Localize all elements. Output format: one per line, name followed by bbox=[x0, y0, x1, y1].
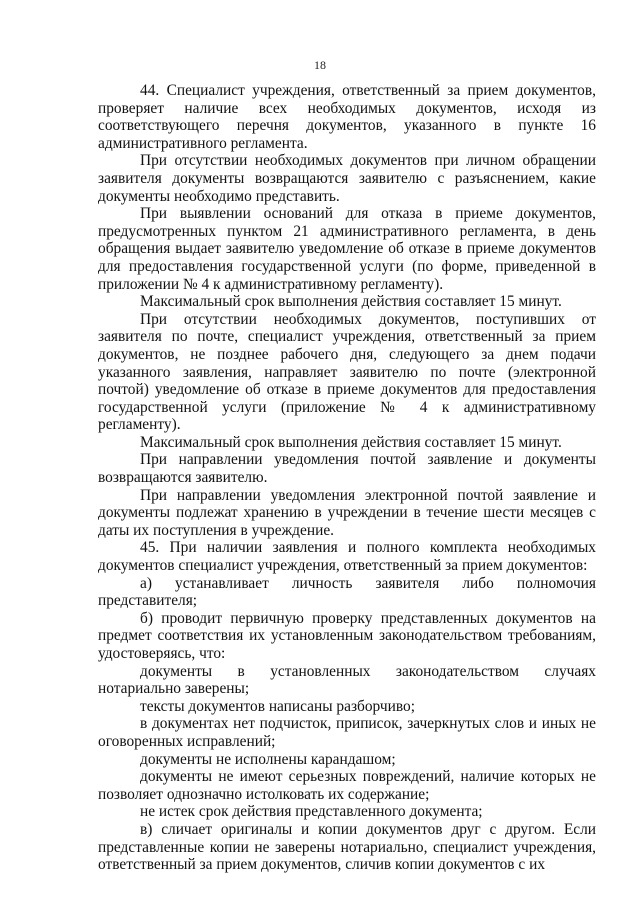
paragraph-max-time-2: Максимальный срок выполнения действия составляет 15 минут. bbox=[140, 433, 562, 451]
document-body bbox=[98, 82, 596, 874]
paragraph-missing-docs-personal: При отсутствии необходимых документов при личном обращении заявителя документы возвращаются заявителю с разъяснением, какие документы необходимо представить. bbox=[98, 152, 596, 205]
paragraph-no-pencil: документы не исполнены карандашом; bbox=[140, 750, 396, 768]
paragraph-email-storage: При направлении уведомления электронной почтой заявление и документы подлежат хранению в учреждении в течение шести месяцев с даты их поступления в учреждение. bbox=[98, 486, 596, 539]
paragraph-notarized: документы в установленных законодательством случаях нотариально заверены; bbox=[98, 662, 596, 698]
paragraph-missing-docs-mail: При отсутствии необходимых документов, поступивших от заявителя по почте, специалист учреждения, ответственный за прием документов, не позднее рабочего дня, следующего за днем подачи указанного заявления, направляет заявителю по почте (электронной почтой) уведомление об отказе в приеме документов для предоставления государственной услуги (приложение № 4 к административному регламенту). bbox=[98, 310, 596, 434]
paragraph-44-intro: 44. Специалист учреждения, ответственный за прием документов, проверяет наличие всех необходимых документов, исходя из соответствующего перечня документов, указанного в пункте 16 административного регламента. bbox=[98, 82, 596, 152]
paragraph-refusal-grounds: При выявлении оснований для отказа в приеме документов, предусмотренных пунктом 21 административного регламента, в день обращения выдает заявителю уведомление об отказе в приеме документов для предоставления государственной услуги (по форме, приведенной в приложении № 4 к административному регламенту). bbox=[98, 205, 596, 293]
paragraph-no-erasures: в документах нет подчисток, приписок, зачеркнутых слов и иных не оговоренных исправлений; bbox=[98, 715, 596, 750]
paragraph-not-expired: не истек срок действия представленного документа; bbox=[140, 803, 483, 821]
paragraph-legible: тексты документов написаны разборчиво; bbox=[140, 697, 415, 715]
paragraph-item-a: а) устанавливает личность заявителя либо полномочия представителя; bbox=[98, 574, 596, 610]
paragraph-45-intro: 45. При наличии заявления и полного комплекта необходимых документов специалист учреждения, ответственный за прием документов: bbox=[98, 539, 596, 575]
paragraph-item-v: в) сличает оригиналы и копии документов друг с другом. Если представленные копии не заверены нотариально, специалист учреждения, ответственный за прием документов, сличив копии документов с их bbox=[98, 820, 596, 874]
paragraph-item-b: б) проводит первичную проверку представленных документов на предмет соответствия их установленным законодательством требованиям, удостоверяясь, что: bbox=[98, 609, 596, 662]
page-number: 18 bbox=[314, 58, 326, 72]
paragraph-postal-return: При направлении уведомления почтой заявление и документы возвращаются заявителю. bbox=[98, 451, 596, 487]
paragraph-no-damage: документы не имеют серьезных повреждений, наличие которых не позволяет однозначно истолковать их содержание; bbox=[98, 768, 596, 803]
paragraph-max-time-1: Максимальный срок выполнения действия составляет 15 минут. bbox=[140, 293, 562, 311]
